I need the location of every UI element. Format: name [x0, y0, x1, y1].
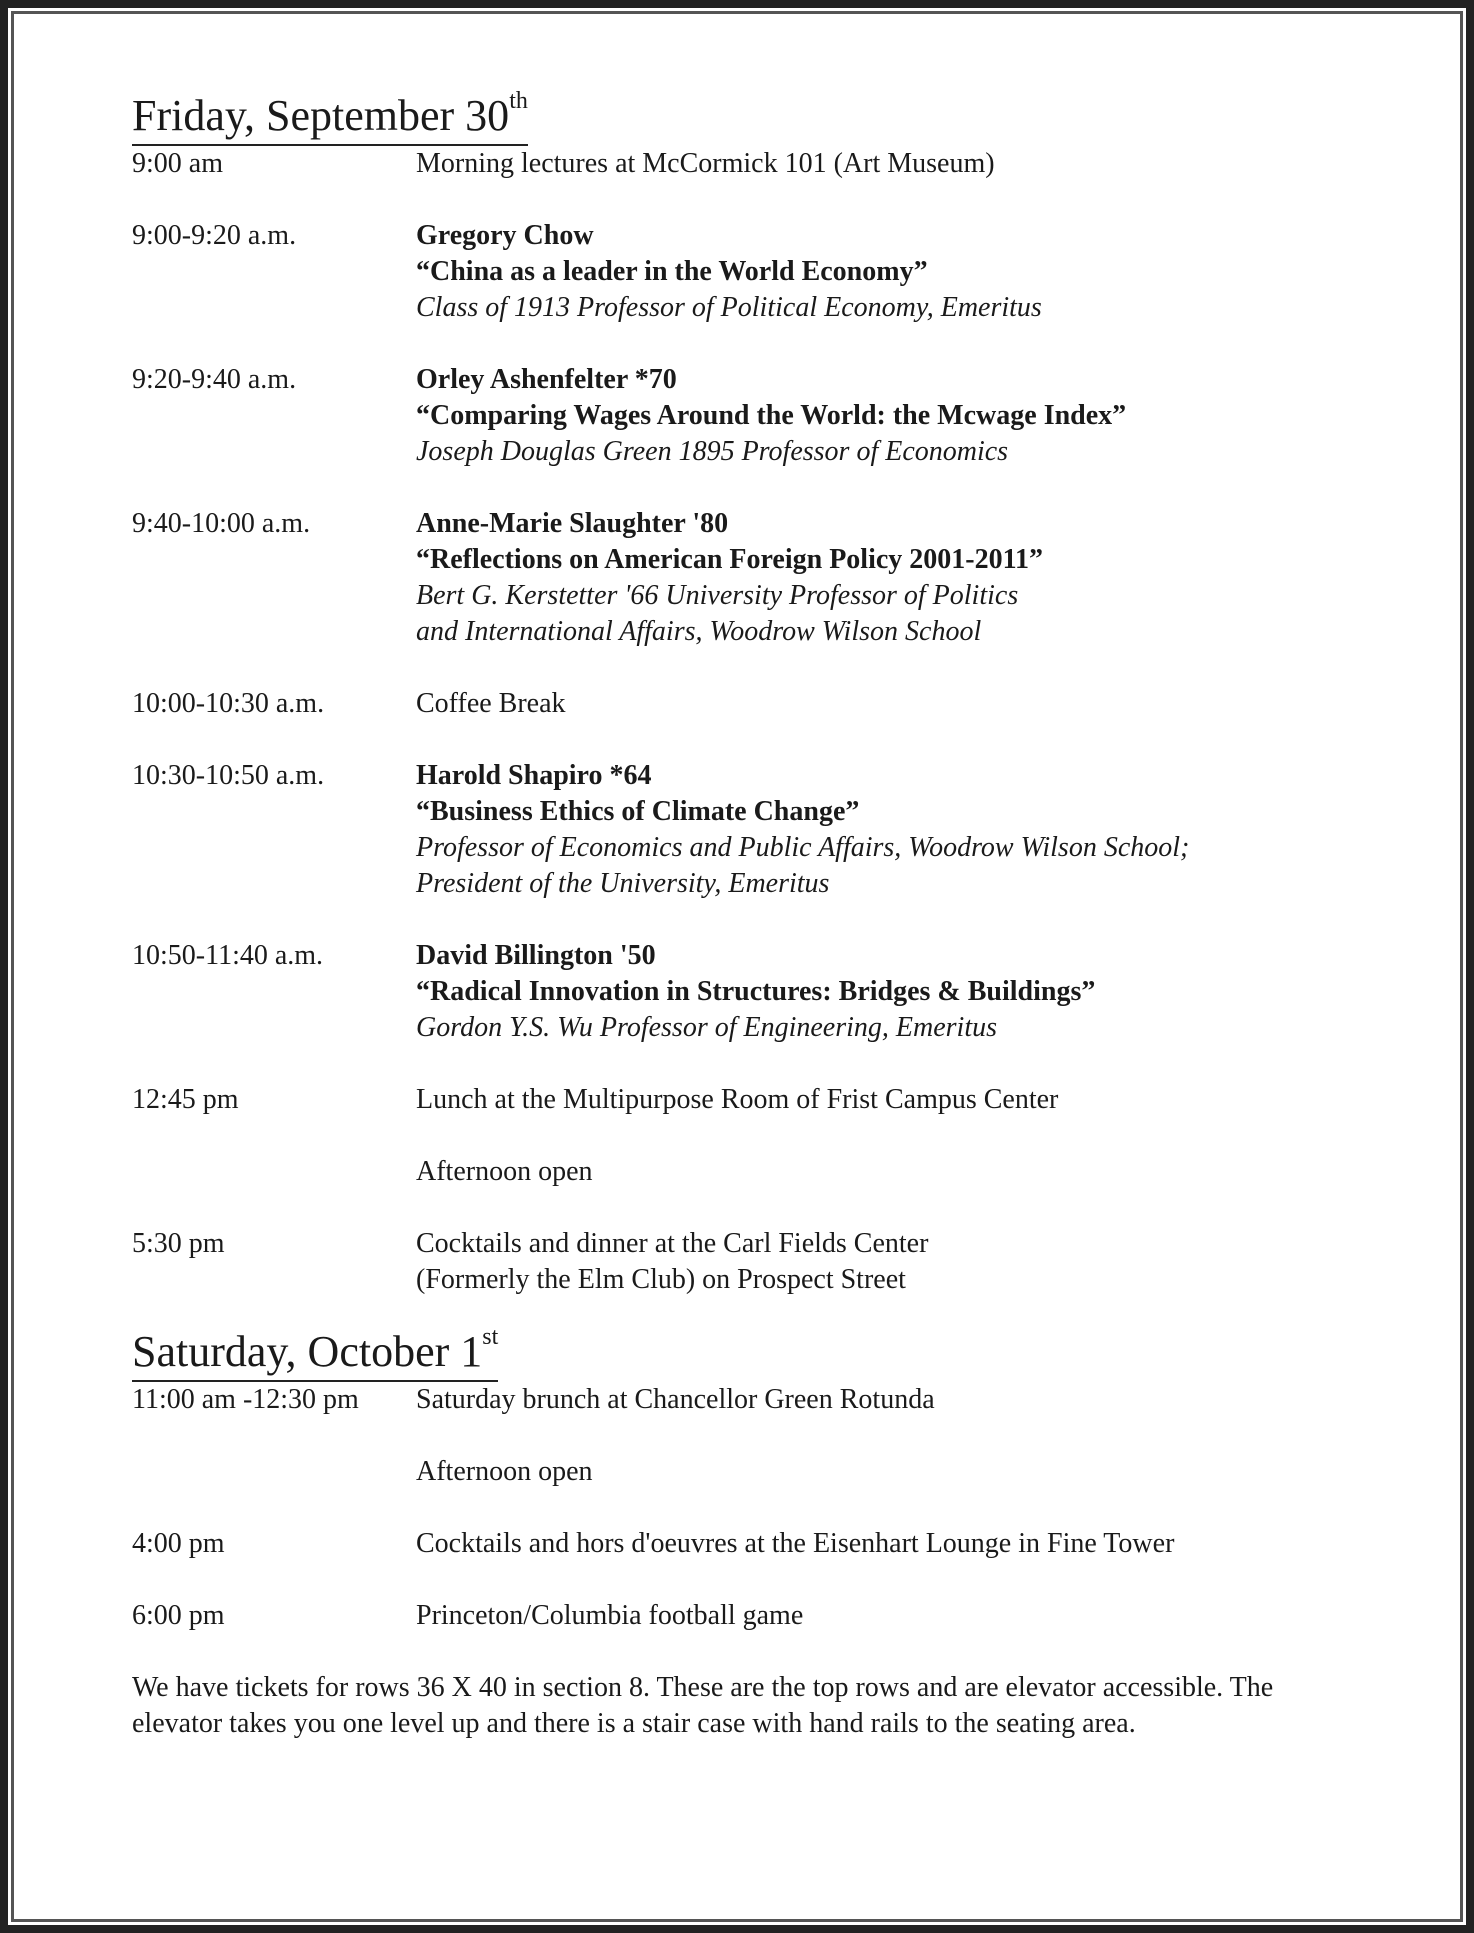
- saturday-heading: Saturday, October 1st: [132, 1324, 498, 1382]
- schedule-entry: [132, 686, 1362, 722]
- entry-detail: Morning lectures at McCormick 101 (Art Museum): [416, 148, 995, 179]
- entry-time: [132, 1454, 416, 1490]
- entry-time: 10:50-11:40 a.m.: [132, 940, 324, 971]
- talk-title: “Radical Innovation in Structures: Bridges & Buildings”: [416, 976, 1096, 1007]
- speaker-name: Gregory Chow: [416, 220, 594, 251]
- talk-title: “Reflections on American Foreign Policy 2001-2011”: [416, 544, 1044, 575]
- talk-title: “Comparing Wages Around the World: the Mcwage Index”: [416, 400, 1127, 431]
- schedule-entry: [132, 146, 1362, 182]
- entry-time: 10:00-10:30 a.m.: [132, 688, 325, 719]
- speaker-name: David Billington '50: [416, 940, 656, 971]
- entry-time: 9:40-10:00 a.m.: [132, 508, 311, 539]
- entry-detail: [416, 362, 1362, 470]
- friday-heading: Friday, September 30th: [132, 88, 528, 146]
- ticket-note: We have tickets for rows 36 X 40 in section 8. These are the top rows and are elevator accessible. The elevator takes you one level up and there is a stair case with hand rails to the seating area.: [132, 1672, 1274, 1739]
- speaker-role: Gordon Y.S. Wu Professor of Engineering, Emeritus: [416, 1012, 998, 1043]
- entry-detail: Cocktails and dinner at the Carl Fields Center (Formerly the Elm Club) on Prospect Street: [416, 1228, 929, 1295]
- entry-detail: Coffee Break: [416, 688, 566, 719]
- friday-section: [132, 88, 1362, 1298]
- saturday-section: [132, 1324, 1362, 1742]
- schedule-entry: [132, 506, 1362, 650]
- schedule-entry: [132, 1598, 1362, 1634]
- schedule-entry: [132, 1082, 1362, 1118]
- entry-time: 4:00 pm: [132, 1528, 225, 1559]
- entry-detail: [416, 218, 1362, 326]
- entry-detail: Lunch at the Multipurpose Room of Frist Campus Center: [416, 1084, 1059, 1115]
- entry-detail: [416, 938, 1362, 1046]
- entry-detail: Princeton/Columbia football game: [416, 1600, 804, 1631]
- entry-detail: Afternoon open: [416, 1456, 593, 1487]
- schedule-entry: [132, 1526, 1362, 1562]
- entry-time: 11:00 am -12:30 pm: [132, 1384, 359, 1415]
- talk-title: “China as a leader in the World Economy”: [416, 256, 928, 287]
- entry-detail: Saturday brunch at Chancellor Green Rotunda: [416, 1384, 935, 1415]
- speaker-role: Bert G. Kerstetter '66 University Professor of Politics: [416, 580, 1019, 611]
- speaker-role: Class of 1913 Professor of Political Economy, Emeritus: [416, 292, 1042, 323]
- speaker-role: and International Affairs, Woodrow Wilson School: [416, 616, 982, 647]
- entry-time: 10:30-10:50 a.m.: [132, 760, 325, 791]
- speaker-role: President of the University, Emeritus: [416, 868, 830, 899]
- entry-time: 9:20-9:40 a.m.: [132, 364, 297, 395]
- speaker-name: Anne-Marie Slaughter '80: [416, 508, 729, 539]
- entry-detail: Cocktails and hors d'oeuvres at the Eisenhart Lounge in Fine Tower: [416, 1528, 1175, 1559]
- entry-detail: Afternoon open: [416, 1156, 593, 1187]
- entry-time: 9:00 am: [132, 148, 223, 179]
- speaker-role: Professor of Economics and Public Affairs, Woodrow Wilson School;: [416, 832, 1190, 863]
- schedule-content: [132, 88, 1362, 1768]
- schedule-entry: [132, 938, 1362, 1046]
- schedule-entry: [132, 1382, 1362, 1418]
- entry-time: 6:00 pm: [132, 1600, 225, 1631]
- speaker-name: Orley Ashenfelter *70: [416, 364, 677, 395]
- schedule-entry: [132, 1226, 1362, 1298]
- entry-detail: [416, 506, 1362, 650]
- speaker-role: Joseph Douglas Green 1895 Professor of Economics: [416, 436, 1009, 467]
- entry-time: 5:30 pm: [132, 1228, 225, 1259]
- entry-time: 9:00-9:20 a.m.: [132, 220, 297, 251]
- speaker-name: Harold Shapiro *64: [416, 760, 652, 791]
- schedule-entry: [132, 362, 1362, 470]
- entry-time: [132, 1154, 416, 1190]
- schedule-entry: [132, 758, 1362, 902]
- entry-time: 12:45 pm: [132, 1084, 239, 1115]
- entry-detail: [416, 758, 1362, 902]
- schedule-entry: [132, 1454, 1362, 1490]
- schedule-entry: [132, 218, 1362, 326]
- schedule-entry: [132, 1154, 1362, 1190]
- talk-title: “Business Ethics of Climate Change”: [416, 796, 860, 827]
